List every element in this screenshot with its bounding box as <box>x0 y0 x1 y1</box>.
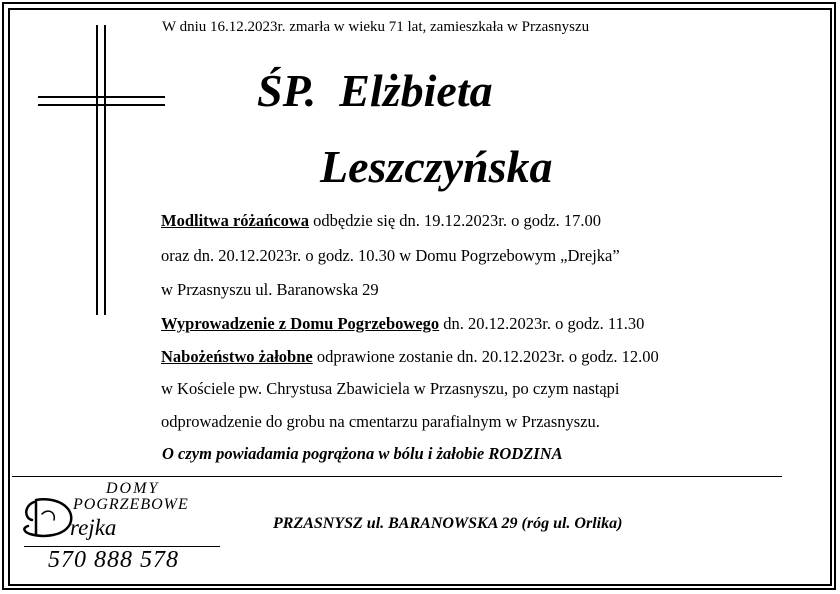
details-line-3: w Przasnyszu ul. Baranowska 29 <box>161 280 379 299</box>
mass-line <box>161 349 659 366</box>
rosary-heading: Modlitwa różańcowa <box>161 211 310 230</box>
procession-text: dn. 20.12.2023r. o godz. 11.30 <box>439 314 645 333</box>
closing-text: O czym powiadamia pogrążona w bólu i żałobie RODZINA <box>162 444 563 463</box>
deceased-name-line2: Leszczyńska <box>320 141 553 192</box>
footer-divider <box>12 476 782 477</box>
mass-text: odprawione zostanie dn. 20.12.2023r. o godz. 12.00 <box>312 347 659 366</box>
details-line-2: oraz dn. 20.12.2023r. o godz. 10.30 w Domu Pogrzebowym „Drejka” <box>161 246 620 265</box>
funeral-home-address: PRZASNYSZ ul. BARANOWSKA 29 (róg ul. Orlika) <box>273 515 623 532</box>
funeral-home-logo <box>18 480 233 580</box>
procession-line <box>161 316 644 333</box>
mass-heading: Nabożeństwo żałobne <box>161 347 313 366</box>
logo-line1: DOMY <box>106 480 160 497</box>
procession-heading: Wyprowadzenie z Domu Pogrzebowego <box>161 314 440 333</box>
cross-icon <box>30 20 180 320</box>
rosary-line <box>161 213 601 230</box>
rosary-text: odbędzie się dn. 19.12.2023r. o godz. 17.00 <box>309 211 601 230</box>
details-line-6: w Kościele pw. Chrystusa Zbawiciela w Przasnyszu, po czym nastąpi <box>161 379 620 398</box>
death-intro-text: W dniu 16.12.2023r. zmarła w wieku 71 lat, zamieszkała w Przasnyszu <box>162 19 590 35</box>
logo-brand-text: rejka <box>70 515 117 540</box>
deceased-name-line1: ŚP. Elżbieta <box>257 65 493 116</box>
logo-line2: POGRZEBOWE <box>73 496 189 513</box>
details-line-7: odprowadzenie do grobu na cmentarzu parafialnym w Przasnyszu. <box>161 412 600 431</box>
logo-phone-number: 570 888 578 <box>48 547 179 573</box>
